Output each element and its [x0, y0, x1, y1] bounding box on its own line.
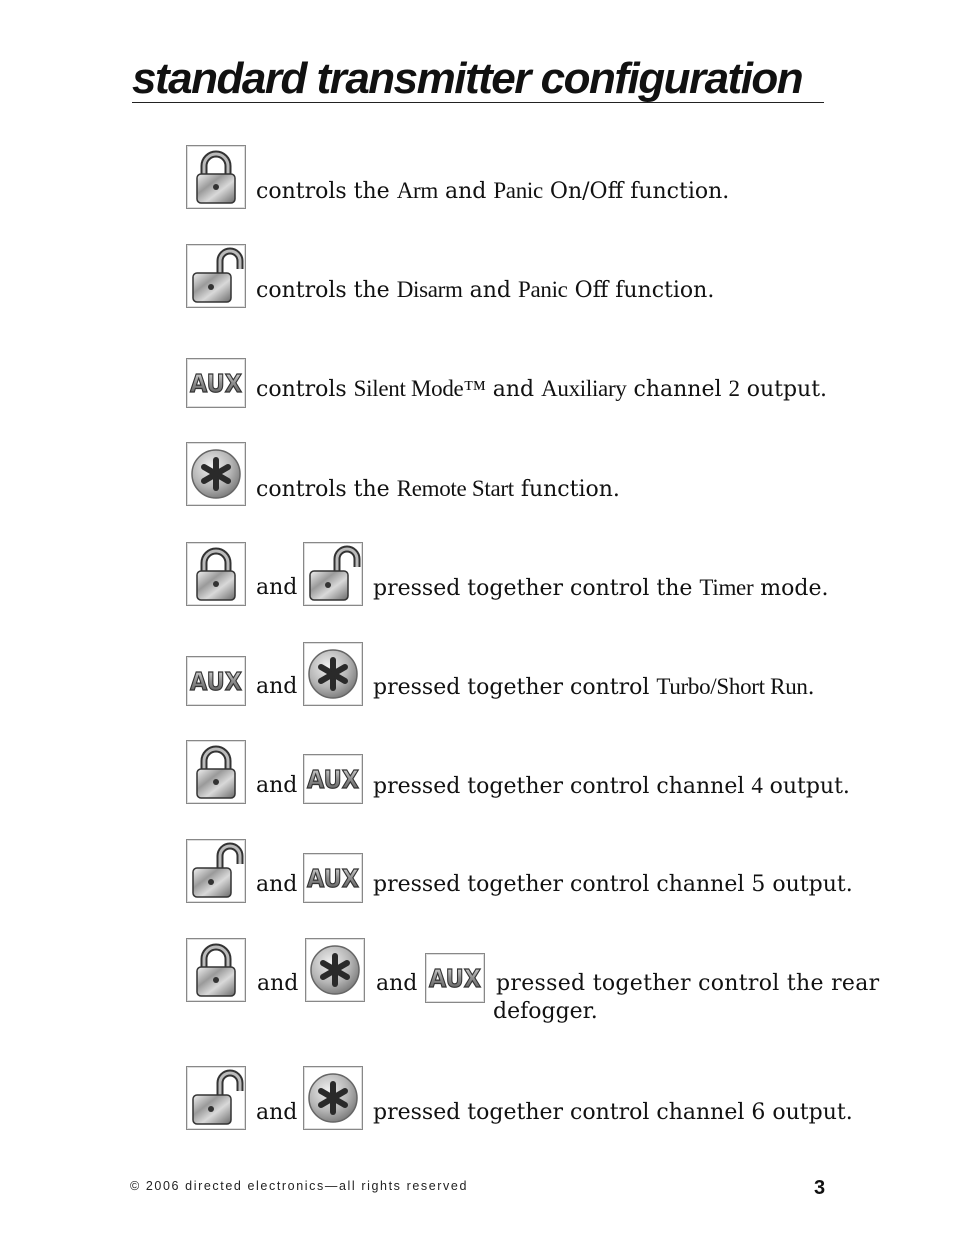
lock-icon [186, 542, 246, 606]
config-row-channel-6 [0, 1066, 954, 1136]
row-text: pressed together control Turbo/Short Run. [373, 674, 815, 700]
aux-icon-label: AUX [307, 864, 359, 893]
aux-icon [303, 853, 363, 903]
row-text: controls the Disarm and Panic Off function. [256, 277, 715, 303]
aux-icon-label: AUX [307, 765, 359, 794]
copyright-footer: © 2006 directed electronics—all rights reserved [130, 1179, 469, 1193]
row-text: pressed together control the rear [496, 971, 880, 996]
unlock-icon [186, 839, 246, 903]
row-text: controls Silent Mode™ and Auxiliary channel 2 output. [256, 376, 828, 402]
config-row-arm [0, 145, 954, 215]
config-row-disarm [0, 244, 954, 314]
config-row-rear-defogger [0, 938, 954, 1033]
page-title: standard transmitter configuration [132, 56, 824, 103]
aux-icon [186, 358, 246, 408]
row-text: pressed together control the Timer mode. [373, 575, 829, 601]
unlock-icon [186, 1066, 246, 1130]
config-row-remote-start [0, 442, 954, 512]
row-text: controls the Arm and Panic On/Off function. [256, 178, 730, 204]
page-number: 3 [814, 1177, 826, 1199]
aux-icon-label: AUX [190, 369, 242, 398]
asterisk-icon [305, 938, 365, 1002]
and-label: and [256, 575, 298, 600]
lock-icon [186, 938, 246, 1002]
unlock-icon [303, 542, 363, 606]
config-row-silent-mode [0, 358, 954, 428]
and-label: and [256, 872, 298, 897]
and-label: and [256, 674, 298, 699]
config-row-turbo [0, 640, 954, 710]
row-text: pressed together control channel 4 output. [373, 773, 850, 799]
asterisk-icon [303, 642, 363, 706]
row-text: controls the Remote Start function. [256, 476, 620, 502]
and-label: and [376, 971, 418, 996]
asterisk-icon [303, 1066, 363, 1130]
config-row-channel-4 [0, 740, 954, 810]
row-text-continued: defogger. [493, 999, 598, 1024]
aux-icon [186, 656, 246, 706]
aux-icon-label: AUX [429, 964, 481, 993]
aux-icon-label: AUX [190, 667, 242, 696]
and-label: and [256, 773, 298, 798]
lock-icon [186, 740, 246, 804]
row-text: pressed together control channel 5 output. [373, 872, 853, 897]
and-label: and [256, 1100, 298, 1125]
config-row-channel-5 [0, 839, 954, 909]
row-text: pressed together control channel 6 output. [373, 1100, 853, 1125]
aux-icon [425, 953, 485, 1003]
and-label: and [257, 971, 299, 996]
aux-icon [303, 754, 363, 804]
asterisk-icon [186, 442, 246, 506]
unlock-icon [186, 244, 246, 308]
lock-icon [186, 145, 246, 209]
config-row-timer [0, 542, 954, 612]
